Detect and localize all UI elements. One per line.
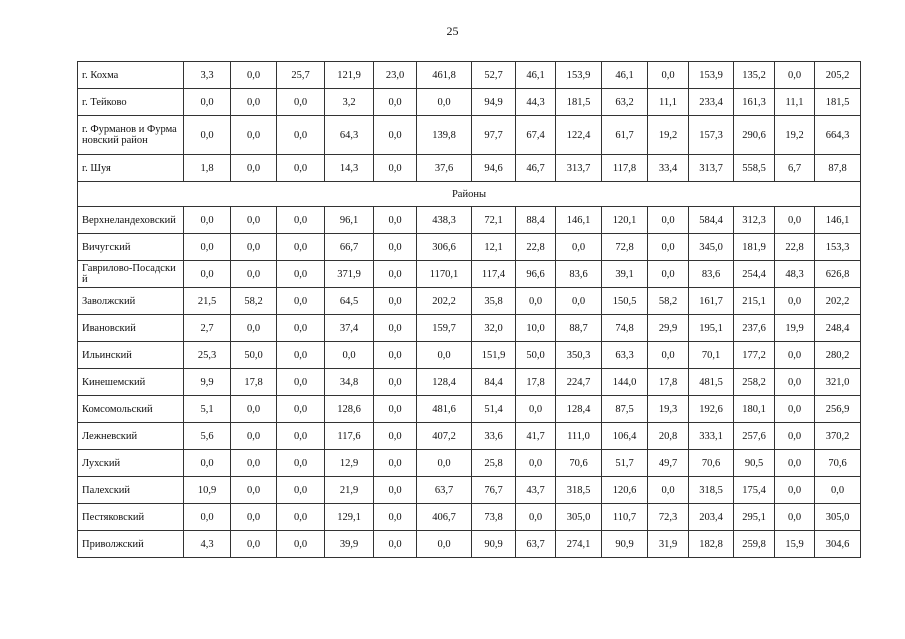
value-cell: 584,4: [689, 207, 734, 234]
value-cell: 181,9: [734, 234, 775, 261]
value-cell: 345,0: [689, 234, 734, 261]
value-cell: 1,8: [184, 155, 231, 182]
value-cell: 0,0: [277, 315, 325, 342]
value-cell: 0,0: [374, 450, 417, 477]
value-cell: 88,4: [516, 207, 556, 234]
value-cell: 192,6: [689, 396, 734, 423]
value-cell: 39,9: [325, 531, 374, 558]
value-cell: 0,0: [231, 89, 277, 116]
value-cell: 25,3: [184, 342, 231, 369]
value-cell: 0,0: [775, 207, 815, 234]
table-row: [78, 288, 861, 315]
table-row: [78, 531, 861, 558]
value-cell: 10,9: [184, 477, 231, 504]
value-cell: 72,8: [602, 234, 648, 261]
value-cell: 150,5: [602, 288, 648, 315]
value-cell: 0,0: [231, 62, 277, 89]
value-cell: 50,0: [231, 342, 277, 369]
value-cell: 0,0: [556, 288, 602, 315]
value-cell: 259,8: [734, 531, 775, 558]
value-cell: 481,6: [417, 396, 472, 423]
value-cell: 0,0: [374, 369, 417, 396]
value-cell: 0,0: [277, 504, 325, 531]
value-cell: 0,0: [775, 62, 815, 89]
value-cell: 0,0: [277, 116, 325, 155]
table-row: [78, 315, 861, 342]
value-cell: 96,6: [516, 261, 556, 288]
value-cell: 0,0: [184, 234, 231, 261]
value-cell: 180,1: [734, 396, 775, 423]
row-name-cell: Пестяковский: [78, 504, 184, 531]
row-name-cell: г. Кохма: [78, 62, 184, 89]
value-cell: 19,2: [775, 116, 815, 155]
value-cell: 128,4: [417, 369, 472, 396]
table-body-cities: [78, 62, 861, 182]
value-cell: 0,0: [417, 89, 472, 116]
value-cell: 25,8: [472, 450, 516, 477]
value-cell: 48,3: [775, 261, 815, 288]
value-cell: 203,4: [689, 504, 734, 531]
value-cell: 110,7: [602, 504, 648, 531]
value-cell: 21,5: [184, 288, 231, 315]
value-cell: 49,7: [648, 450, 689, 477]
value-cell: 37,4: [325, 315, 374, 342]
value-cell: 73,8: [472, 504, 516, 531]
value-cell: 0,0: [374, 531, 417, 558]
row-name-cell: Вичугский: [78, 234, 184, 261]
value-cell: 0,0: [277, 531, 325, 558]
value-cell: 0,0: [231, 504, 277, 531]
table-row: [78, 450, 861, 477]
value-cell: 63,2: [602, 89, 648, 116]
value-cell: 0,0: [231, 477, 277, 504]
value-cell: 6,7: [775, 155, 815, 182]
value-cell: 29,9: [648, 315, 689, 342]
value-cell: 0,0: [775, 423, 815, 450]
value-cell: 151,9: [472, 342, 516, 369]
value-cell: 0,0: [277, 477, 325, 504]
value-cell: 0,0: [231, 531, 277, 558]
row-name-cell: Верхнеландеховский: [78, 207, 184, 234]
value-cell: 88,7: [556, 315, 602, 342]
table-row: [78, 342, 861, 369]
value-cell: 0,0: [374, 477, 417, 504]
value-cell: 63,7: [417, 477, 472, 504]
value-cell: 306,6: [417, 234, 472, 261]
value-cell: 0,0: [231, 315, 277, 342]
value-cell: 153,3: [815, 234, 861, 261]
value-cell: 0,0: [277, 155, 325, 182]
value-cell: 202,2: [417, 288, 472, 315]
value-cell: 41,7: [516, 423, 556, 450]
value-cell: 0,0: [231, 116, 277, 155]
value-cell: 0,0: [277, 234, 325, 261]
row-name-cell: Приволжский: [78, 531, 184, 558]
value-cell: 159,7: [417, 315, 472, 342]
value-cell: 0,0: [184, 261, 231, 288]
value-cell: 61,7: [602, 116, 648, 155]
value-cell: 321,0: [815, 369, 861, 396]
value-cell: 0,0: [374, 116, 417, 155]
value-cell: 290,6: [734, 116, 775, 155]
table-section: [78, 182, 861, 207]
value-cell: 64,3: [325, 116, 374, 155]
value-cell: 12,9: [325, 450, 374, 477]
value-cell: 202,2: [815, 288, 861, 315]
value-cell: 52,7: [472, 62, 516, 89]
value-cell: 161,3: [734, 89, 775, 116]
value-cell: 371,9: [325, 261, 374, 288]
row-name-cell: г. Шуя: [78, 155, 184, 182]
value-cell: 43,7: [516, 477, 556, 504]
value-cell: 63,3: [602, 342, 648, 369]
value-cell: 333,1: [689, 423, 734, 450]
value-cell: 157,3: [689, 116, 734, 155]
value-cell: 0,0: [775, 504, 815, 531]
value-cell: 153,9: [689, 62, 734, 89]
table-row: [78, 89, 861, 116]
value-cell: 121,9: [325, 62, 374, 89]
table-row: [78, 504, 861, 531]
value-cell: 64,5: [325, 288, 374, 315]
value-cell: 0,0: [277, 342, 325, 369]
value-cell: 51,4: [472, 396, 516, 423]
value-cell: 51,7: [602, 450, 648, 477]
value-cell: 5,1: [184, 396, 231, 423]
value-cell: 3,3: [184, 62, 231, 89]
value-cell: 318,5: [689, 477, 734, 504]
value-cell: 295,1: [734, 504, 775, 531]
value-cell: 0,0: [374, 234, 417, 261]
row-name-cell: г. Фурманов и Фурмановский район: [78, 116, 184, 155]
value-cell: 70,1: [689, 342, 734, 369]
value-cell: 33,6: [472, 423, 516, 450]
data-table: [77, 61, 861, 558]
value-cell: 31,9: [648, 531, 689, 558]
value-cell: 23,0: [374, 62, 417, 89]
value-cell: 0,0: [231, 450, 277, 477]
value-cell: 407,2: [417, 423, 472, 450]
value-cell: 0,0: [556, 234, 602, 261]
value-cell: 0,0: [648, 234, 689, 261]
table-body-districts: [78, 207, 861, 558]
value-cell: 117,6: [325, 423, 374, 450]
value-cell: 37,6: [417, 155, 472, 182]
value-cell: 70,6: [815, 450, 861, 477]
value-cell: 0,0: [374, 342, 417, 369]
value-cell: 0,0: [374, 288, 417, 315]
value-cell: 0,0: [374, 423, 417, 450]
table-row: [78, 369, 861, 396]
value-cell: 0,0: [277, 261, 325, 288]
value-cell: 129,1: [325, 504, 374, 531]
value-cell: 5,6: [184, 423, 231, 450]
row-name-cell: Ильинский: [78, 342, 184, 369]
value-cell: 0,0: [184, 89, 231, 116]
value-cell: 0,0: [231, 261, 277, 288]
value-cell: 0,0: [516, 450, 556, 477]
value-cell: 9,9: [184, 369, 231, 396]
value-cell: 120,1: [602, 207, 648, 234]
value-cell: 94,9: [472, 89, 516, 116]
value-cell: 370,2: [815, 423, 861, 450]
value-cell: 0,0: [648, 477, 689, 504]
value-cell: 14,3: [325, 155, 374, 182]
value-cell: 4,3: [184, 531, 231, 558]
value-cell: 58,2: [231, 288, 277, 315]
value-cell: 50,0: [516, 342, 556, 369]
value-cell: 84,4: [472, 369, 516, 396]
value-cell: 233,4: [689, 89, 734, 116]
value-cell: 90,5: [734, 450, 775, 477]
value-cell: 120,6: [602, 477, 648, 504]
table-row: [78, 62, 861, 89]
value-cell: 11,1: [775, 89, 815, 116]
table-row: [78, 116, 861, 155]
value-cell: 39,1: [602, 261, 648, 288]
value-cell: 111,0: [556, 423, 602, 450]
value-cell: 181,5: [815, 89, 861, 116]
value-cell: 70,6: [689, 450, 734, 477]
value-cell: 0,0: [648, 207, 689, 234]
value-cell: 0,0: [277, 396, 325, 423]
value-cell: 117,4: [472, 261, 516, 288]
value-cell: 135,2: [734, 62, 775, 89]
value-cell: 17,8: [231, 369, 277, 396]
value-cell: 96,1: [325, 207, 374, 234]
value-cell: 0,0: [277, 423, 325, 450]
value-cell: 237,6: [734, 315, 775, 342]
value-cell: 0,0: [775, 288, 815, 315]
value-cell: 0,0: [648, 261, 689, 288]
value-cell: 0,0: [277, 207, 325, 234]
value-cell: 461,8: [417, 62, 472, 89]
value-cell: 72,3: [648, 504, 689, 531]
value-cell: 0,0: [184, 504, 231, 531]
value-cell: 0,0: [417, 450, 472, 477]
value-cell: 0,0: [277, 89, 325, 116]
value-cell: 175,4: [734, 477, 775, 504]
value-cell: 664,3: [815, 116, 861, 155]
value-cell: 0,0: [325, 342, 374, 369]
value-cell: 153,9: [556, 62, 602, 89]
value-cell: 10,0: [516, 315, 556, 342]
value-cell: 161,7: [689, 288, 734, 315]
value-cell: 0,0: [374, 261, 417, 288]
value-cell: 274,1: [556, 531, 602, 558]
value-cell: 74,8: [602, 315, 648, 342]
value-cell: 25,7: [277, 62, 325, 89]
value-cell: 182,8: [689, 531, 734, 558]
section-row: [78, 182, 861, 207]
value-cell: 67,4: [516, 116, 556, 155]
value-cell: 318,5: [556, 477, 602, 504]
value-cell: 87,8: [815, 155, 861, 182]
value-cell: 305,0: [815, 504, 861, 531]
value-cell: 0,0: [374, 155, 417, 182]
value-cell: 0,0: [231, 155, 277, 182]
value-cell: 139,8: [417, 116, 472, 155]
value-cell: 20,8: [648, 423, 689, 450]
value-cell: 0,0: [277, 450, 325, 477]
value-cell: 63,7: [516, 531, 556, 558]
value-cell: 0,0: [374, 89, 417, 116]
value-cell: 224,7: [556, 369, 602, 396]
value-cell: 46,7: [516, 155, 556, 182]
value-cell: 0,0: [277, 288, 325, 315]
value-cell: 3,2: [325, 89, 374, 116]
value-cell: 76,7: [472, 477, 516, 504]
value-cell: 177,2: [734, 342, 775, 369]
value-cell: 0,0: [417, 531, 472, 558]
value-cell: 17,8: [516, 369, 556, 396]
value-cell: 0,0: [648, 62, 689, 89]
value-cell: 248,4: [815, 315, 861, 342]
value-cell: 144,0: [602, 369, 648, 396]
value-cell: 35,8: [472, 288, 516, 315]
value-cell: 481,5: [689, 369, 734, 396]
value-cell: 0,0: [184, 450, 231, 477]
value-cell: 280,2: [815, 342, 861, 369]
value-cell: 0,0: [231, 423, 277, 450]
value-cell: 106,4: [602, 423, 648, 450]
value-cell: 312,3: [734, 207, 775, 234]
row-name-cell: Кинешемский: [78, 369, 184, 396]
value-cell: 205,2: [815, 62, 861, 89]
value-cell: 626,8: [815, 261, 861, 288]
value-cell: 0,0: [815, 477, 861, 504]
value-cell: 58,2: [648, 288, 689, 315]
value-cell: 0,0: [516, 504, 556, 531]
value-cell: 558,5: [734, 155, 775, 182]
value-cell: 0,0: [516, 396, 556, 423]
value-cell: 0,0: [374, 504, 417, 531]
value-cell: 215,1: [734, 288, 775, 315]
value-cell: 0,0: [374, 396, 417, 423]
value-cell: 17,8: [648, 369, 689, 396]
value-cell: 304,6: [815, 531, 861, 558]
table-row: [78, 423, 861, 450]
value-cell: 406,7: [417, 504, 472, 531]
value-cell: 21,9: [325, 477, 374, 504]
value-cell: 46,1: [602, 62, 648, 89]
value-cell: 0,0: [231, 234, 277, 261]
value-cell: 0,0: [184, 207, 231, 234]
value-cell: 0,0: [516, 288, 556, 315]
value-cell: 313,7: [689, 155, 734, 182]
value-cell: 0,0: [184, 116, 231, 155]
row-name-cell: Комсомольский: [78, 396, 184, 423]
value-cell: 256,9: [815, 396, 861, 423]
value-cell: 122,4: [556, 116, 602, 155]
value-cell: 11,1: [648, 89, 689, 116]
row-name-cell: Лухский: [78, 450, 184, 477]
value-cell: 94,6: [472, 155, 516, 182]
value-cell: 0,0: [231, 396, 277, 423]
value-cell: 128,4: [556, 396, 602, 423]
value-cell: 22,8: [516, 234, 556, 261]
value-cell: 195,1: [689, 315, 734, 342]
value-cell: 15,9: [775, 531, 815, 558]
value-cell: 72,1: [472, 207, 516, 234]
value-cell: 70,6: [556, 450, 602, 477]
value-cell: 438,3: [417, 207, 472, 234]
value-cell: 313,7: [556, 155, 602, 182]
value-cell: 34,8: [325, 369, 374, 396]
value-cell: 0,0: [775, 369, 815, 396]
value-cell: 257,6: [734, 423, 775, 450]
value-cell: 0,0: [374, 207, 417, 234]
table-row: [78, 477, 861, 504]
value-cell: 90,9: [602, 531, 648, 558]
value-cell: 0,0: [277, 369, 325, 396]
value-cell: 97,7: [472, 116, 516, 155]
value-cell: 305,0: [556, 504, 602, 531]
section-label: Районы: [78, 182, 861, 207]
value-cell: 19,9: [775, 315, 815, 342]
value-cell: 128,6: [325, 396, 374, 423]
value-cell: 33,4: [648, 155, 689, 182]
table-row: [78, 396, 861, 423]
row-name-cell: Гаврилово-Посадский: [78, 261, 184, 288]
value-cell: 19,2: [648, 116, 689, 155]
value-cell: 83,6: [556, 261, 602, 288]
value-cell: 0,0: [775, 450, 815, 477]
table-row: [78, 234, 861, 261]
value-cell: 2,7: [184, 315, 231, 342]
value-cell: 0,0: [417, 342, 472, 369]
value-cell: 254,4: [734, 261, 775, 288]
value-cell: 0,0: [775, 396, 815, 423]
page-number: 25: [446, 24, 459, 38]
value-cell: 0,0: [231, 207, 277, 234]
value-cell: 66,7: [325, 234, 374, 261]
table-row: [78, 155, 861, 182]
value-cell: 181,5: [556, 89, 602, 116]
value-cell: 350,3: [556, 342, 602, 369]
value-cell: 1170,1: [417, 261, 472, 288]
value-cell: 0,0: [374, 315, 417, 342]
value-cell: 46,1: [516, 62, 556, 89]
value-cell: 32,0: [472, 315, 516, 342]
value-cell: 19,3: [648, 396, 689, 423]
value-cell: 146,1: [556, 207, 602, 234]
value-cell: 0,0: [775, 477, 815, 504]
value-cell: 258,2: [734, 369, 775, 396]
row-name-cell: Лежневский: [78, 423, 184, 450]
value-cell: 146,1: [815, 207, 861, 234]
value-cell: 22,8: [775, 234, 815, 261]
table-row: [78, 261, 861, 288]
value-cell: 44,3: [516, 89, 556, 116]
row-name-cell: г. Тейково: [78, 89, 184, 116]
row-name-cell: Ивановский: [78, 315, 184, 342]
table-row: [78, 207, 861, 234]
value-cell: 12,1: [472, 234, 516, 261]
value-cell: 0,0: [775, 342, 815, 369]
value-cell: 0,0: [648, 342, 689, 369]
value-cell: 117,8: [602, 155, 648, 182]
row-name-cell: Заволжский: [78, 288, 184, 315]
value-cell: 90,9: [472, 531, 516, 558]
row-name-cell: Палехский: [78, 477, 184, 504]
value-cell: 87,5: [602, 396, 648, 423]
value-cell: 83,6: [689, 261, 734, 288]
